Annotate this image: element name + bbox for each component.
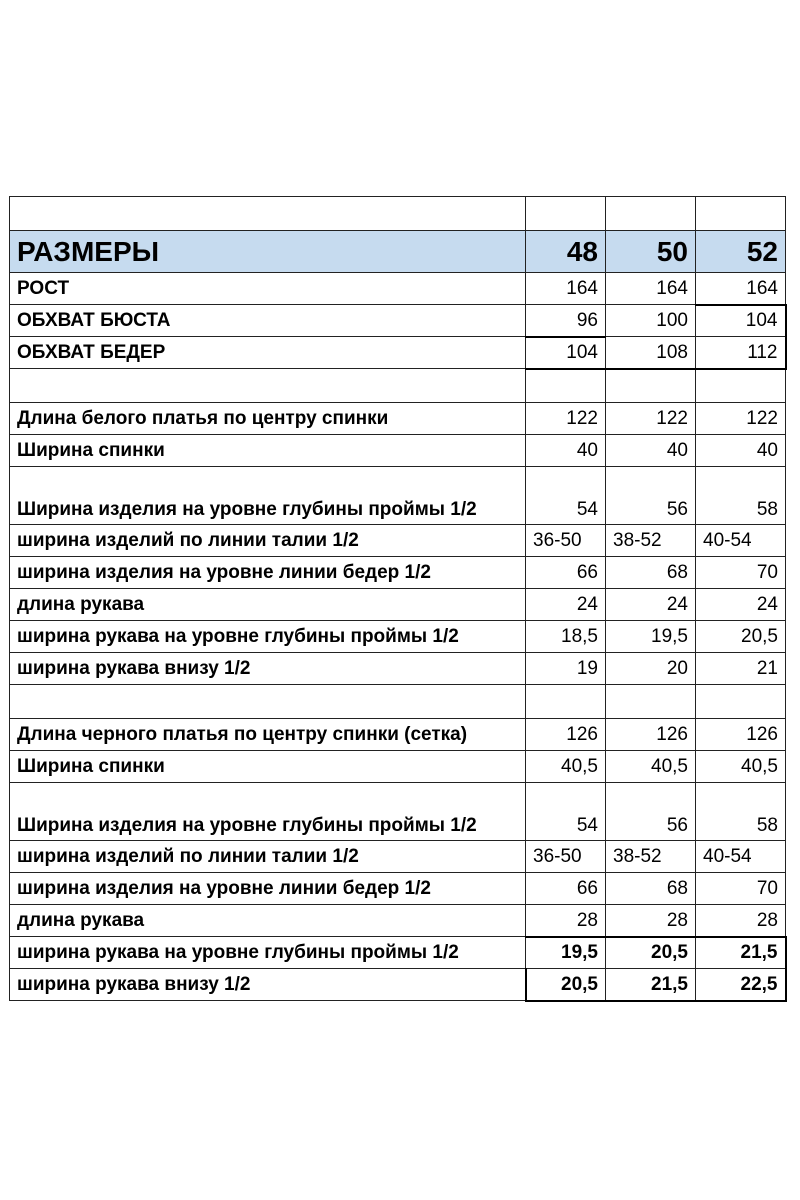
empty-cell: [696, 369, 786, 403]
table-row: [10, 969, 786, 1001]
row-value: 40-54: [696, 525, 786, 557]
row-value: 38-52: [606, 841, 696, 873]
row-label: Ширина спинки: [10, 435, 526, 467]
row-label: длина рукава: [10, 905, 526, 937]
row-value: 54: [526, 783, 606, 841]
row-value: 68: [606, 557, 696, 589]
row-value: 112: [696, 337, 786, 369]
spacer-row: [10, 197, 786, 231]
row-value: 104: [526, 337, 606, 369]
size-chart-table: [9, 196, 787, 1002]
row-label: ширина изделия на уровне линии бедер 1/2: [10, 873, 526, 905]
table-row: [10, 621, 786, 653]
row-value: 19,5: [606, 621, 696, 653]
row-value: 40-54: [696, 841, 786, 873]
row-value: 40: [606, 435, 696, 467]
header-label: РАЗМЕРЫ: [10, 231, 526, 273]
row-value: 40,5: [526, 751, 606, 783]
row-value: 20,5: [606, 937, 696, 969]
spacer-row: [10, 369, 786, 403]
table-row: [10, 525, 786, 557]
row-value: 19: [526, 653, 606, 685]
empty-cell: [526, 197, 606, 231]
row-value: 70: [696, 557, 786, 589]
table-row: [10, 557, 786, 589]
row-value: 40,5: [606, 751, 696, 783]
row-value: 164: [526, 273, 606, 305]
empty-cell: [10, 685, 526, 719]
table-row: [10, 467, 786, 525]
row-value: 40: [526, 435, 606, 467]
row-value: 20,5: [526, 969, 606, 1001]
row-value: 122: [696, 403, 786, 435]
spacer-row: [10, 685, 786, 719]
row-value: 66: [526, 557, 606, 589]
row-value: 28: [606, 905, 696, 937]
row-value: 56: [606, 783, 696, 841]
empty-cell: [606, 197, 696, 231]
header-row: [10, 231, 786, 273]
table-row: [10, 589, 786, 621]
row-label: ширина изделия на уровне линии бедер 1/2: [10, 557, 526, 589]
row-value: 28: [696, 905, 786, 937]
row-value: 122: [526, 403, 606, 435]
row-value: 56: [606, 467, 696, 525]
row-value: 24: [606, 589, 696, 621]
row-label: ширина рукава на уровне глубины проймы 1/2: [10, 621, 526, 653]
row-value: 20,5: [696, 621, 786, 653]
row-value: 36-50: [526, 841, 606, 873]
row-label: длина рукава: [10, 589, 526, 621]
row-value: 36-50: [526, 525, 606, 557]
row-label: ОБХВАТ БЮСТА: [10, 305, 526, 337]
row-label: ширина рукава внизу 1/2: [10, 969, 526, 1001]
row-value: 58: [696, 783, 786, 841]
row-value: 126: [606, 719, 696, 751]
empty-cell: [10, 197, 526, 231]
empty-cell: [606, 369, 696, 403]
table-row: [10, 937, 786, 969]
row-value: 66: [526, 873, 606, 905]
row-label: Ширина спинки: [10, 751, 526, 783]
row-label: ширина изделий по линии талии 1/2: [10, 841, 526, 873]
table-row: [10, 873, 786, 905]
row-label: Длина белого платья по центру спинки: [10, 403, 526, 435]
size-50-header: 50: [606, 231, 696, 273]
table-row: [10, 305, 786, 337]
table-row: [10, 783, 786, 841]
empty-cell: [606, 685, 696, 719]
row-value: 100: [606, 305, 696, 337]
row-label: Длина черного платья по центру спинки (сетка): [10, 719, 526, 751]
row-value: 40,5: [696, 751, 786, 783]
table-row: [10, 337, 786, 369]
row-value: 126: [526, 719, 606, 751]
empty-cell: [10, 369, 526, 403]
row-value: 126: [696, 719, 786, 751]
row-value: 28: [526, 905, 606, 937]
empty-cell: [526, 685, 606, 719]
table-row: [10, 905, 786, 937]
table-row: [10, 653, 786, 685]
row-value: 20: [606, 653, 696, 685]
row-value: 21: [696, 653, 786, 685]
row-value: 164: [696, 273, 786, 305]
empty-cell: [526, 369, 606, 403]
row-value: 22,5: [696, 969, 786, 1001]
row-label: ширина изделий по линии талии 1/2: [10, 525, 526, 557]
row-value: 21,5: [606, 969, 696, 1001]
row-label: ОБХВАТ БЕДЕР: [10, 337, 526, 369]
row-label: ширина рукава внизу 1/2: [10, 653, 526, 685]
row-value: 122: [606, 403, 696, 435]
row-value: 96: [526, 305, 606, 337]
table-row: [10, 841, 786, 873]
row-label: Ширина изделия на уровне глубины проймы 1/2: [10, 467, 526, 525]
row-value: 24: [526, 589, 606, 621]
row-value: 40: [696, 435, 786, 467]
empty-cell: [696, 685, 786, 719]
row-value: 21,5: [696, 937, 786, 969]
table-row: [10, 435, 786, 467]
row-value: 68: [606, 873, 696, 905]
row-value: 24: [696, 589, 786, 621]
row-label: РОСТ: [10, 273, 526, 305]
row-value: 54: [526, 467, 606, 525]
row-value: 70: [696, 873, 786, 905]
row-value: 104: [696, 305, 786, 337]
row-label: Ширина изделия на уровне глубины проймы 1/2: [10, 783, 526, 841]
table-row: [10, 751, 786, 783]
row-value: 19,5: [526, 937, 606, 969]
size-52-header: 52: [696, 231, 786, 273]
row-value: 18,5: [526, 621, 606, 653]
row-value: 164: [606, 273, 696, 305]
row-value: 58: [696, 467, 786, 525]
empty-cell: [696, 197, 786, 231]
row-value: 108: [606, 337, 696, 369]
table-row: [10, 719, 786, 751]
row-value: 38-52: [606, 525, 696, 557]
table-row: [10, 403, 786, 435]
row-label: ширина рукава на уровне глубины проймы 1/2: [10, 937, 526, 969]
table-row: [10, 273, 786, 305]
size-48-header: 48: [526, 231, 606, 273]
